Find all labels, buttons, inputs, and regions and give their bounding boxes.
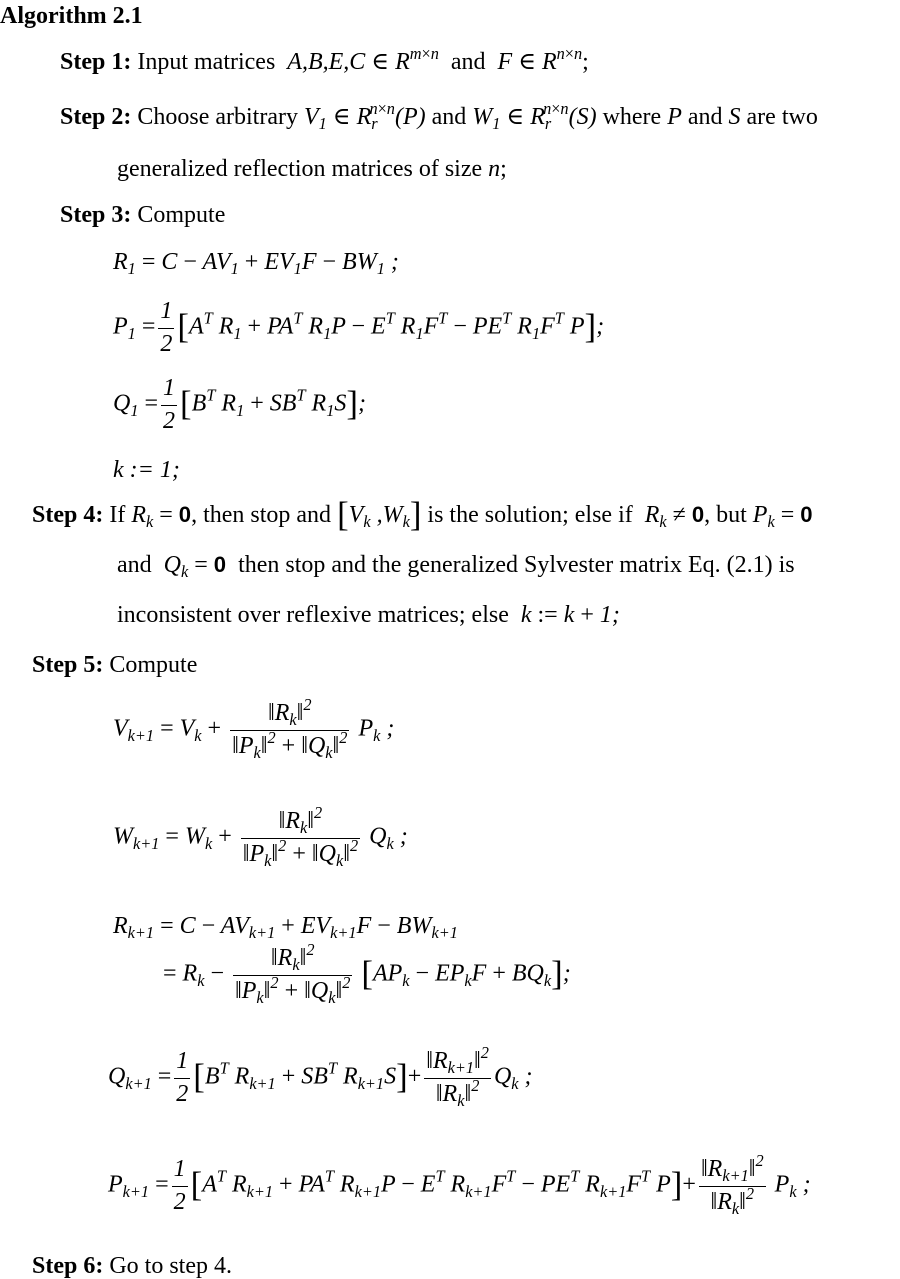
equation-r-next-line-1: $R_{k+1} = C - AV_{k+1} + EV_{k+1}F - BW_{k+1}$	[113, 913, 458, 943]
and-text: and	[687, 104, 723, 130]
step-5	[32, 653, 197, 677]
step-2-math-w: $W_1$ ∈ $R_r^{n\times n}(S)$	[472, 98, 597, 134]
step-2-label: Step 2:	[60, 104, 132, 130]
step-1-math: A,B,E,C ∈ $R^{m\times n}$ and F ∈ $R^{n\times n}$;	[287, 43, 589, 75]
if-text: If	[109, 502, 126, 528]
inconsistent-text: then stop and the generalized Sylvester matrix Eq. (2.1) is	[238, 552, 795, 578]
equation-r1: $R_1 = C - AV_1 + EV_1F - BW_1$ ;	[113, 249, 399, 279]
step-1	[60, 43, 589, 75]
then-stop-text: then stop and	[203, 502, 332, 528]
step-2-text: Choose arbitrary	[137, 104, 298, 130]
solution-text: is the solution; else if	[427, 502, 633, 528]
step-3-text: Compute	[137, 202, 226, 228]
step-1-text: Input matrices	[137, 49, 276, 75]
reflexive-text: inconsistent over reflexive matrices; else	[117, 602, 509, 628]
step-4-line-2: and $Q_k = 0$ then stop and the generalized Sylvester matrix Eq. (2.1) is	[117, 552, 795, 582]
step-5-label: Step 5:	[32, 652, 104, 678]
are-two-text: are two	[746, 104, 818, 130]
step-3-label: Step 3:	[60, 202, 132, 228]
and-text: and	[117, 552, 152, 578]
step-4-line-3: inconsistent over reflexive matrices; else k := k + 1;	[117, 602, 620, 628]
step-3	[60, 203, 225, 227]
step-2-math-v: $V_1$ ∈ $R_r^{n\times n}(P)$	[303, 98, 426, 134]
but-text: but	[716, 502, 747, 528]
equation-r-next-line-2: = $R_k$ − $\frac{‖R_k‖^2}{‖P_k‖^2 + ‖Q_k‖^2}$ $[AP_k - EP_kF + BQ_k]$;	[163, 939, 571, 1007]
step-2: Step 2: Choose arbitrary $V_1$ ∈ $R_r^{n\times n}(P)$ and $W_1$ ∈ $R_r^{n\times n}(S)$ where P and S are two	[60, 98, 818, 134]
and-text: and	[431, 104, 467, 130]
step-1-label: Step 1:	[60, 49, 132, 75]
equation-q1: $Q_1$ = $\frac{1}{2}$ [$B^T$ $R_1 + SB^T$ $R_1S$];	[113, 375, 366, 434]
algorithm-title: Algorithm 2.1	[0, 3, 143, 29]
step-2-line-2: generalized reflection matrices of size n;	[117, 156, 507, 182]
step-6	[32, 1254, 232, 1278]
equation-k-init: k := 1;	[113, 457, 180, 483]
step-5-text: Compute	[109, 652, 198, 678]
equation-p-next: $P_{k+1}$ = $\frac{1}{2}$ [$A^T$ $R_{k+1} + PA^T$ $R_{k+1}P - E^T$ $R_{k+1}F^T - PE^T$ $R_{k+1}F^T$ P]+ $\frac{‖R_{k+1}‖^2}{‖R_k‖^2}$ $P_k$ ;	[108, 1150, 811, 1218]
equation-p1: $P_1$ = $\frac{1}{2}$ [$A^T$ $R_1 + PA^T$ $R_1P - E^T$ $R_1F^T - PE^T$ $R_1F^T$ P];	[113, 298, 605, 357]
step-4-label: Step 4:	[32, 502, 104, 528]
equation-v-next: $V_{k+1} = V_k$ + $\frac{‖R_k‖^2}{‖P_k‖^2 + ‖Q_k‖^2}$ $P_k$ ;	[113, 694, 395, 762]
where-text: where	[602, 104, 662, 130]
step-2-continuation: generalized reflection matrices of size	[117, 156, 483, 182]
step-6-label: Step 6:	[32, 1253, 104, 1279]
step-6-text: Go to step 4.	[109, 1253, 233, 1279]
equation-q-next: $Q_{k+1}$ = $\frac{1}{2}$ [$B^T$ $R_{k+1} + SB^T$ $R_{k+1}S]+$ $\frac{‖R_{k+1}‖^2}{‖R_k‖^2}$ $Q_k$ ;	[108, 1042, 533, 1110]
step-4: Step 4: If $R_k = 0$, then stop and [$V_k$ $,W_k$] is the solution; else if $R_k \ne 0$, but $P_k = 0$	[32, 495, 813, 535]
equation-w-next: $W_{k+1} = W_k$ + $\frac{‖R_k‖^2}{‖P_k‖^2 + ‖Q_k‖^2}$ $Q_k$ ;	[113, 802, 408, 870]
